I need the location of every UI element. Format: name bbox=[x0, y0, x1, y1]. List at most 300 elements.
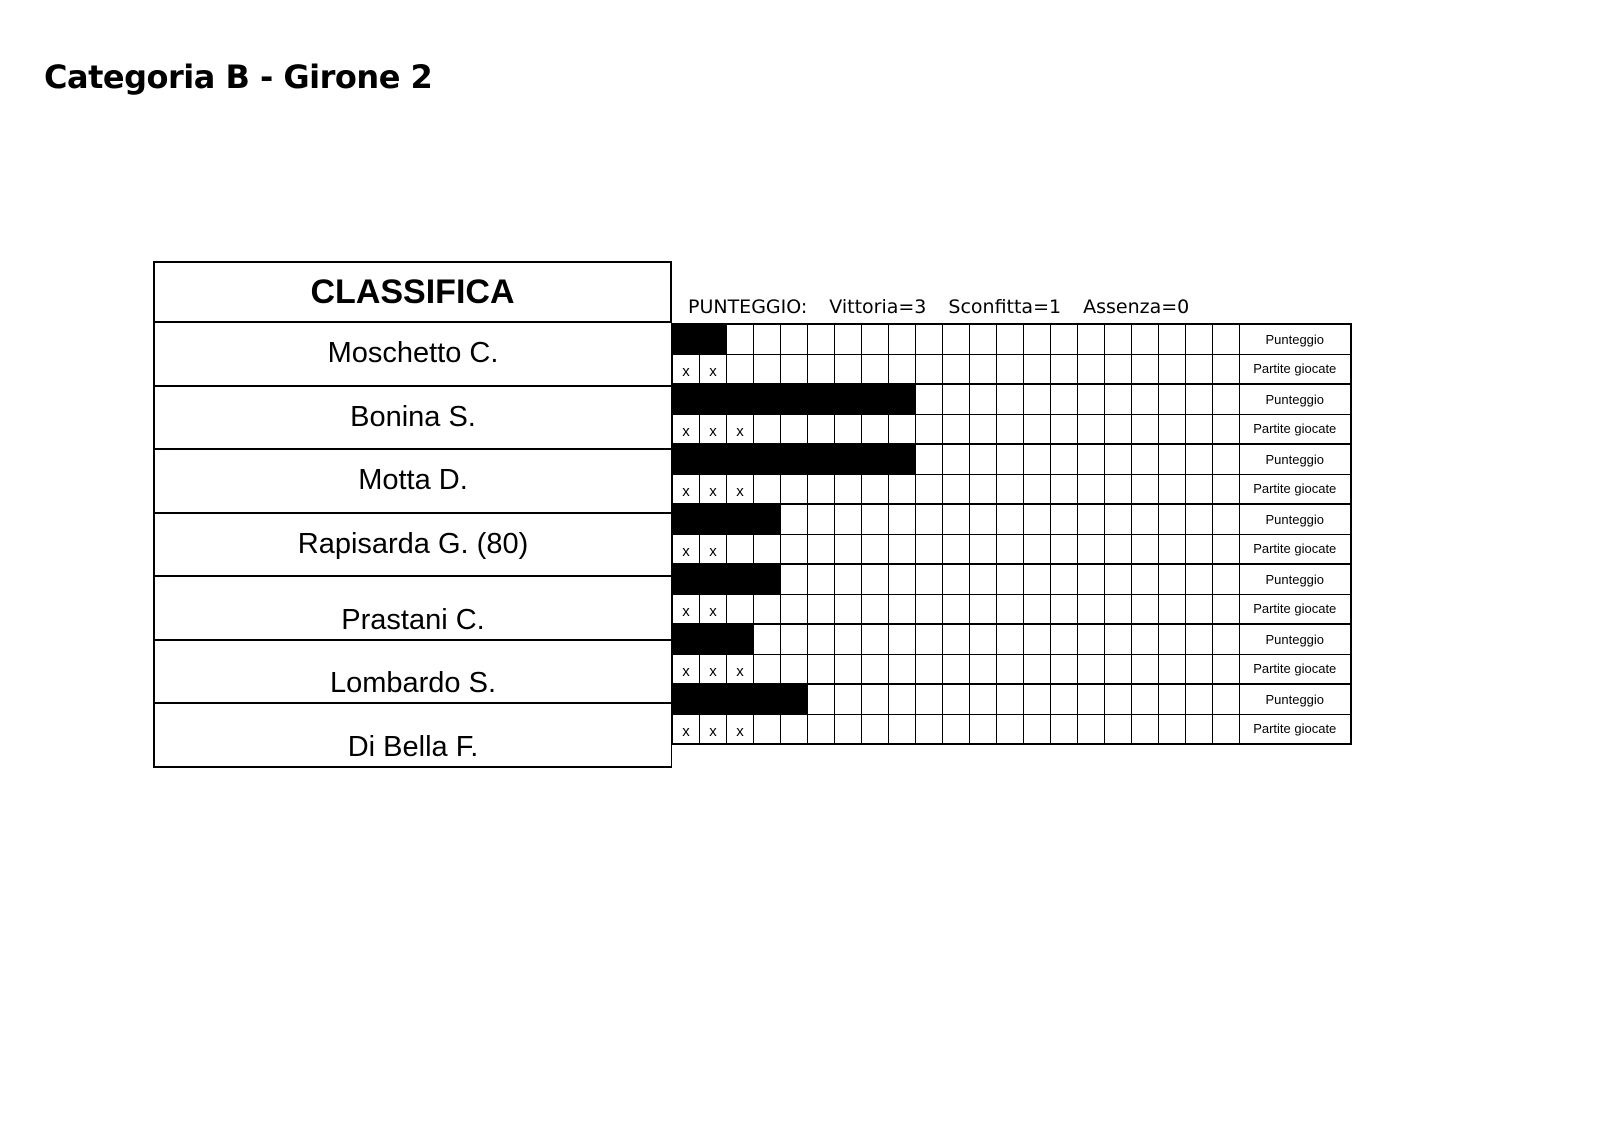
played-cell bbox=[754, 594, 781, 624]
played-cell bbox=[1132, 594, 1159, 624]
score-row bbox=[673, 444, 1351, 474]
played-cell bbox=[835, 354, 862, 384]
played-mark: x bbox=[700, 594, 727, 624]
score-cell-filled bbox=[862, 444, 889, 474]
score-cell bbox=[916, 384, 943, 414]
played-cell bbox=[997, 354, 1024, 384]
score-cell bbox=[1186, 684, 1213, 714]
played-cell bbox=[1186, 414, 1213, 444]
score-cell-filled bbox=[754, 444, 781, 474]
played-mark: x bbox=[727, 654, 754, 684]
score-cell bbox=[1213, 384, 1240, 414]
score-cell bbox=[1213, 504, 1240, 534]
played-cell bbox=[943, 594, 970, 624]
played-cell bbox=[916, 714, 943, 744]
score-cell bbox=[781, 564, 808, 594]
played-cell bbox=[781, 354, 808, 384]
score-cell-filled bbox=[700, 324, 727, 354]
score-cell bbox=[1213, 444, 1240, 474]
played-cell bbox=[754, 714, 781, 744]
player-name: Moschetto C. bbox=[155, 323, 671, 387]
score-cell-filled bbox=[754, 684, 781, 714]
score-cell bbox=[970, 384, 997, 414]
played-cell bbox=[1078, 714, 1105, 744]
played-cell bbox=[943, 534, 970, 564]
score-cell bbox=[970, 504, 997, 534]
score-cell bbox=[1024, 504, 1051, 534]
score-cell bbox=[889, 324, 916, 354]
played-cell bbox=[970, 354, 997, 384]
score-cell-filled bbox=[754, 564, 781, 594]
score-cell bbox=[1105, 444, 1132, 474]
score-cell bbox=[835, 504, 862, 534]
played-cell bbox=[1132, 534, 1159, 564]
score-row-label: Punteggio bbox=[1240, 684, 1351, 714]
played-row-label: Partite giocate bbox=[1240, 714, 1351, 744]
played-cell bbox=[1051, 714, 1078, 744]
score-cell bbox=[862, 684, 889, 714]
score-row bbox=[673, 384, 1351, 414]
score-cell bbox=[970, 624, 997, 654]
score-cell bbox=[970, 444, 997, 474]
player-name: Bonina S. bbox=[155, 387, 671, 451]
score-cell bbox=[1024, 624, 1051, 654]
played-mark: x bbox=[700, 414, 727, 444]
played-cell bbox=[1186, 534, 1213, 564]
played-row-label: Partite giocate bbox=[1240, 534, 1351, 564]
score-row-label: Punteggio bbox=[1240, 324, 1351, 354]
score-cell bbox=[1186, 324, 1213, 354]
score-grid bbox=[672, 323, 1352, 745]
played-cell bbox=[1078, 414, 1105, 444]
score-row-label: Punteggio bbox=[1240, 444, 1351, 474]
score-cell bbox=[1105, 504, 1132, 534]
played-mark: x bbox=[673, 474, 700, 504]
played-cell bbox=[1078, 594, 1105, 624]
score-cell bbox=[1051, 324, 1078, 354]
played-cell bbox=[1078, 474, 1105, 504]
played-cell bbox=[997, 594, 1024, 624]
score-cell bbox=[997, 504, 1024, 534]
played-cell bbox=[916, 354, 943, 384]
score-cell bbox=[970, 684, 997, 714]
standings-header: CLASSIFICA bbox=[153, 261, 672, 323]
score-cell-filled bbox=[673, 684, 700, 714]
scoring-loss: Sconfitta=1 bbox=[948, 296, 1062, 318]
played-cell bbox=[808, 714, 835, 744]
played-cell bbox=[727, 534, 754, 564]
scoring-win: Vittoria=3 bbox=[829, 296, 927, 318]
played-cell bbox=[889, 534, 916, 564]
score-cell-filled bbox=[754, 384, 781, 414]
played-cell bbox=[1051, 594, 1078, 624]
played-cell bbox=[970, 594, 997, 624]
played-cell bbox=[916, 654, 943, 684]
played-cell bbox=[1051, 354, 1078, 384]
played-row bbox=[673, 414, 1351, 444]
played-cell bbox=[1024, 354, 1051, 384]
score-cell bbox=[1186, 564, 1213, 594]
played-cell bbox=[889, 414, 916, 444]
played-cell bbox=[862, 594, 889, 624]
score-cell bbox=[1132, 564, 1159, 594]
played-cell bbox=[997, 714, 1024, 744]
score-cell bbox=[835, 624, 862, 654]
score-cell bbox=[1132, 444, 1159, 474]
score-cell-filled bbox=[808, 384, 835, 414]
score-cell-filled bbox=[673, 504, 700, 534]
played-cell bbox=[1159, 474, 1186, 504]
played-mark: x bbox=[673, 714, 700, 744]
played-cell bbox=[1024, 654, 1051, 684]
played-cell bbox=[862, 414, 889, 444]
score-cell bbox=[808, 684, 835, 714]
played-cell bbox=[943, 654, 970, 684]
score-cell bbox=[1051, 504, 1078, 534]
score-cell bbox=[1024, 384, 1051, 414]
score-cell bbox=[781, 504, 808, 534]
score-cell-filled bbox=[673, 564, 700, 594]
score-cell bbox=[808, 504, 835, 534]
score-cell bbox=[1024, 444, 1051, 474]
score-cell bbox=[1132, 324, 1159, 354]
played-cell bbox=[970, 474, 997, 504]
played-cell bbox=[889, 654, 916, 684]
score-cell bbox=[862, 624, 889, 654]
score-cell-filled bbox=[700, 444, 727, 474]
played-mark: x bbox=[727, 414, 754, 444]
played-cell bbox=[1186, 594, 1213, 624]
score-cell bbox=[1051, 684, 1078, 714]
score-cell bbox=[1051, 624, 1078, 654]
played-cell bbox=[970, 414, 997, 444]
played-cell bbox=[862, 534, 889, 564]
played-cell bbox=[997, 414, 1024, 444]
score-cell-filled bbox=[781, 444, 808, 474]
played-row bbox=[673, 354, 1351, 384]
score-row-label: Punteggio bbox=[1240, 564, 1351, 594]
played-cell bbox=[1051, 474, 1078, 504]
score-cell-filled bbox=[727, 684, 754, 714]
score-cell bbox=[1105, 564, 1132, 594]
score-cell-filled bbox=[700, 684, 727, 714]
played-cell bbox=[1213, 474, 1240, 504]
played-mark: x bbox=[673, 414, 700, 444]
score-cell-filled bbox=[727, 624, 754, 654]
played-cell bbox=[1186, 474, 1213, 504]
score-cell bbox=[997, 684, 1024, 714]
played-cell bbox=[889, 594, 916, 624]
score-cell bbox=[1051, 384, 1078, 414]
played-cell bbox=[1051, 534, 1078, 564]
played-cell bbox=[781, 534, 808, 564]
score-cell bbox=[997, 444, 1024, 474]
played-cell bbox=[835, 534, 862, 564]
played-row-label: Partite giocate bbox=[1240, 414, 1351, 444]
score-cell bbox=[1132, 384, 1159, 414]
score-cell-filled bbox=[673, 624, 700, 654]
played-mark: x bbox=[700, 354, 727, 384]
scoring-legend bbox=[688, 296, 1211, 318]
score-cell bbox=[862, 504, 889, 534]
played-cell bbox=[943, 714, 970, 744]
scoring-absence: Assenza=0 bbox=[1083, 296, 1190, 318]
score-cell bbox=[943, 384, 970, 414]
score-cell-filled bbox=[673, 444, 700, 474]
score-cell bbox=[781, 624, 808, 654]
score-cell bbox=[862, 324, 889, 354]
score-cell bbox=[1132, 624, 1159, 654]
played-cell bbox=[1213, 414, 1240, 444]
score-cell bbox=[916, 564, 943, 594]
played-cell bbox=[1213, 654, 1240, 684]
score-cell bbox=[997, 384, 1024, 414]
played-cell bbox=[1105, 414, 1132, 444]
score-cell bbox=[1078, 324, 1105, 354]
score-cell-filled bbox=[727, 384, 754, 414]
score-cell bbox=[1186, 504, 1213, 534]
played-mark: x bbox=[673, 594, 700, 624]
played-cell bbox=[781, 594, 808, 624]
played-cell bbox=[1132, 654, 1159, 684]
score-cell bbox=[1213, 684, 1240, 714]
page-title: Categoria B - Girone 2 bbox=[44, 58, 433, 96]
score-cell-filled bbox=[781, 384, 808, 414]
score-cell-filled bbox=[727, 564, 754, 594]
score-cell-filled bbox=[700, 504, 727, 534]
played-mark: x bbox=[673, 654, 700, 684]
score-cell bbox=[889, 504, 916, 534]
played-row bbox=[673, 474, 1351, 504]
played-cell bbox=[1024, 534, 1051, 564]
played-cell bbox=[1051, 654, 1078, 684]
score-cell bbox=[1078, 384, 1105, 414]
score-cell bbox=[862, 564, 889, 594]
score-cell bbox=[943, 624, 970, 654]
played-cell bbox=[970, 654, 997, 684]
played-cell bbox=[754, 534, 781, 564]
score-row-label: Punteggio bbox=[1240, 624, 1351, 654]
score-cell-filled bbox=[700, 624, 727, 654]
played-cell bbox=[1024, 594, 1051, 624]
score-cell bbox=[1105, 624, 1132, 654]
score-cell bbox=[916, 444, 943, 474]
played-row-label: Partite giocate bbox=[1240, 474, 1351, 504]
played-cell bbox=[835, 414, 862, 444]
score-cell bbox=[1186, 384, 1213, 414]
score-cell bbox=[1159, 444, 1186, 474]
score-cell bbox=[889, 564, 916, 594]
played-cell bbox=[1078, 354, 1105, 384]
played-cell bbox=[1024, 474, 1051, 504]
score-cell-filled bbox=[700, 564, 727, 594]
score-cell bbox=[970, 324, 997, 354]
played-cell bbox=[835, 474, 862, 504]
score-cell bbox=[916, 624, 943, 654]
score-cell-filled bbox=[727, 444, 754, 474]
played-cell bbox=[943, 354, 970, 384]
played-cell bbox=[916, 414, 943, 444]
score-cell bbox=[835, 564, 862, 594]
played-cell bbox=[1051, 414, 1078, 444]
played-cell bbox=[889, 354, 916, 384]
score-cell bbox=[1024, 684, 1051, 714]
score-cell bbox=[1078, 624, 1105, 654]
played-cell bbox=[835, 714, 862, 744]
score-cell bbox=[1159, 624, 1186, 654]
score-cell bbox=[1132, 504, 1159, 534]
played-cell bbox=[1105, 654, 1132, 684]
played-mark: x bbox=[700, 534, 727, 564]
played-cell bbox=[754, 354, 781, 384]
played-cell bbox=[781, 414, 808, 444]
score-cell bbox=[1105, 324, 1132, 354]
played-cell bbox=[1105, 594, 1132, 624]
played-mark: x bbox=[727, 474, 754, 504]
player-name: Motta D. bbox=[155, 450, 671, 514]
player-names-column bbox=[153, 323, 672, 768]
score-cell bbox=[1051, 564, 1078, 594]
player-name: Lombardo S. bbox=[155, 641, 671, 705]
played-row bbox=[673, 654, 1351, 684]
score-cell bbox=[943, 444, 970, 474]
played-cell bbox=[1186, 354, 1213, 384]
played-cell bbox=[1024, 414, 1051, 444]
played-cell bbox=[808, 594, 835, 624]
score-cell-filled bbox=[889, 444, 916, 474]
played-cell bbox=[862, 474, 889, 504]
played-cell bbox=[808, 654, 835, 684]
played-cell bbox=[835, 654, 862, 684]
score-cell bbox=[889, 684, 916, 714]
player-name: Di Bella F. bbox=[155, 704, 671, 768]
score-cell bbox=[943, 324, 970, 354]
played-mark: x bbox=[700, 654, 727, 684]
played-mark: x bbox=[700, 474, 727, 504]
played-cell bbox=[1186, 654, 1213, 684]
played-cell bbox=[997, 474, 1024, 504]
played-cell bbox=[808, 354, 835, 384]
played-cell bbox=[754, 414, 781, 444]
played-cell bbox=[1105, 534, 1132, 564]
played-cell bbox=[835, 594, 862, 624]
played-cell bbox=[781, 714, 808, 744]
played-cell bbox=[916, 594, 943, 624]
played-cell bbox=[862, 654, 889, 684]
score-cell bbox=[1051, 444, 1078, 474]
played-cell bbox=[1132, 414, 1159, 444]
score-cell-filled bbox=[673, 384, 700, 414]
played-cell bbox=[808, 474, 835, 504]
score-cell bbox=[835, 324, 862, 354]
score-cell bbox=[754, 624, 781, 654]
score-cell bbox=[916, 324, 943, 354]
played-cell bbox=[727, 594, 754, 624]
score-cell bbox=[1024, 564, 1051, 594]
played-cell bbox=[1105, 354, 1132, 384]
played-cell bbox=[1078, 654, 1105, 684]
score-cell bbox=[997, 564, 1024, 594]
score-cell-filled bbox=[700, 384, 727, 414]
score-cell bbox=[835, 684, 862, 714]
score-cell bbox=[808, 624, 835, 654]
score-cell bbox=[943, 684, 970, 714]
played-cell bbox=[781, 654, 808, 684]
score-cell bbox=[997, 624, 1024, 654]
played-cell bbox=[862, 354, 889, 384]
score-cell bbox=[970, 564, 997, 594]
played-cell bbox=[808, 534, 835, 564]
score-cell-filled bbox=[781, 684, 808, 714]
played-mark: x bbox=[673, 354, 700, 384]
score-cell bbox=[1159, 684, 1186, 714]
played-cell bbox=[1213, 714, 1240, 744]
played-cell bbox=[943, 474, 970, 504]
played-cell bbox=[1159, 354, 1186, 384]
played-cell bbox=[1186, 714, 1213, 744]
played-cell bbox=[1213, 354, 1240, 384]
score-cell bbox=[1105, 384, 1132, 414]
played-cell bbox=[1024, 714, 1051, 744]
score-cell bbox=[1159, 564, 1186, 594]
played-cell bbox=[1132, 474, 1159, 504]
played-cell bbox=[916, 474, 943, 504]
played-mark: x bbox=[700, 714, 727, 744]
played-row bbox=[673, 714, 1351, 744]
played-cell bbox=[1159, 654, 1186, 684]
played-cell bbox=[1132, 354, 1159, 384]
score-cell bbox=[1159, 504, 1186, 534]
score-cell bbox=[781, 324, 808, 354]
score-cell-filled bbox=[673, 324, 700, 354]
played-cell bbox=[1159, 594, 1186, 624]
played-cell bbox=[1159, 714, 1186, 744]
score-cell bbox=[1213, 564, 1240, 594]
score-cell bbox=[943, 504, 970, 534]
played-cell bbox=[997, 654, 1024, 684]
scoring-label: PUNTEGGIO: bbox=[688, 296, 808, 318]
score-grid-table bbox=[672, 323, 1352, 745]
played-cell bbox=[943, 414, 970, 444]
played-cell bbox=[1159, 534, 1186, 564]
score-row-label: Punteggio bbox=[1240, 504, 1351, 534]
played-cell bbox=[916, 534, 943, 564]
score-cell bbox=[916, 684, 943, 714]
played-cell bbox=[970, 714, 997, 744]
played-cell bbox=[754, 654, 781, 684]
played-row-label: Partite giocate bbox=[1240, 354, 1351, 384]
score-row bbox=[673, 504, 1351, 534]
played-cell bbox=[889, 714, 916, 744]
played-row bbox=[673, 534, 1351, 564]
score-cell bbox=[1213, 324, 1240, 354]
score-cell bbox=[1024, 324, 1051, 354]
played-cell bbox=[997, 534, 1024, 564]
score-cell-filled bbox=[808, 444, 835, 474]
played-cell bbox=[1132, 714, 1159, 744]
played-row bbox=[673, 594, 1351, 624]
played-cell bbox=[1213, 534, 1240, 564]
played-row-label: Partite giocate bbox=[1240, 654, 1351, 684]
score-cell bbox=[1186, 624, 1213, 654]
played-cell bbox=[754, 474, 781, 504]
score-cell-filled bbox=[835, 384, 862, 414]
score-row-label: Punteggio bbox=[1240, 384, 1351, 414]
score-cell bbox=[1078, 564, 1105, 594]
played-cell bbox=[889, 474, 916, 504]
played-cell bbox=[1105, 714, 1132, 744]
score-cell bbox=[1132, 684, 1159, 714]
